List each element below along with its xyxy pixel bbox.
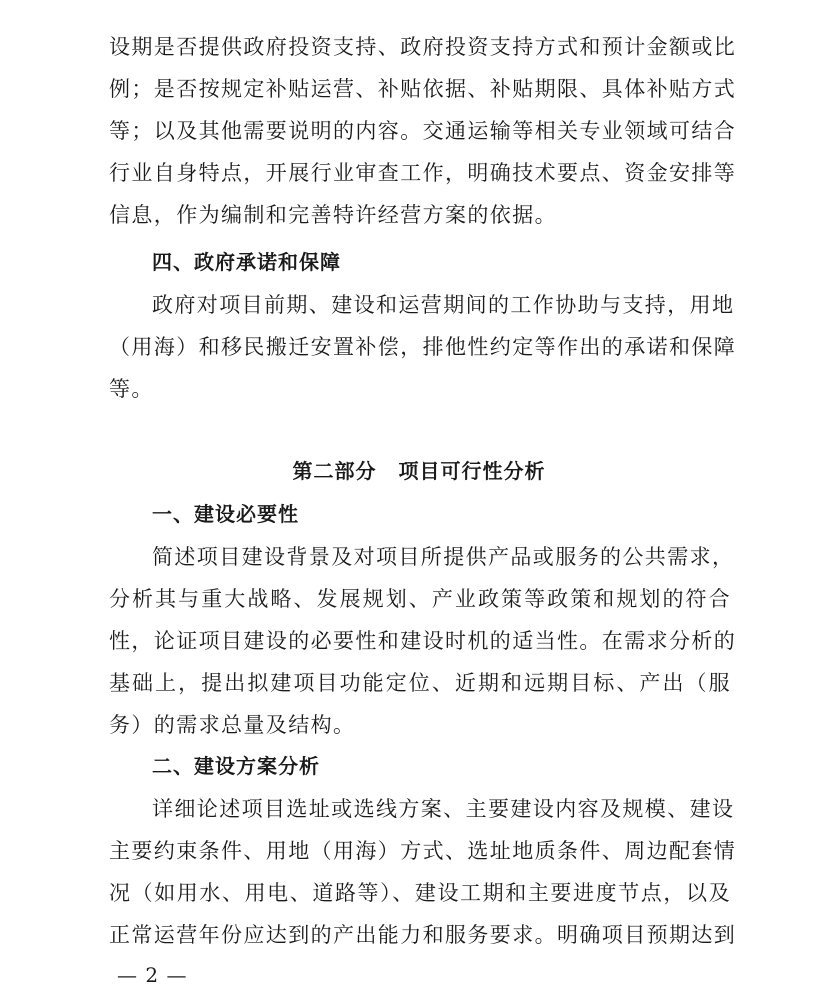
- text-line: 例；是否按规定补贴运营、补贴依据、补贴期限、具体补贴方式: [109, 77, 737, 101]
- part-title: [0, 450, 838, 492]
- text-line: 简述项目建设背景及对项目所提供产品或服务的公共需求，: [152, 545, 735, 569]
- paragraph-construction-plan: [109, 788, 737, 956]
- page-number: — 2 —: [117, 963, 188, 987]
- section-heading-construction-plan: 二、建设方案分析: [152, 754, 320, 778]
- section-heading-government-commitment: 四、政府承诺和保障: [152, 250, 341, 274]
- text-line: 设期是否提供政府投资支持、政府投资支持方式和预计金额或比: [109, 35, 737, 59]
- paragraph-necessity: [109, 536, 737, 746]
- paragraph-government-commitment: [109, 284, 737, 410]
- text-line: 信息，作为编制和完善特许经营方案的依据。: [109, 203, 557, 227]
- text-line: 性，论证项目建设的必要性和建设时机的适当性。在需求分析的: [109, 629, 737, 653]
- text-line: 分析其与重大战略、发展规划、产业政策等政策和规划的符合: [109, 587, 731, 611]
- text-line: 况（如用水、用电、道路等）、建设工期和主要进度节点，以及: [109, 881, 731, 905]
- text-line: 政府对项目前期、建设和运营期间的工作协助与支持，用地: [152, 293, 735, 317]
- part-name: 项目可行性分析: [398, 459, 546, 483]
- paragraph-investment-support: [109, 26, 737, 236]
- text-line: 基础上，提出拟建项目功能定位、近期和远期目标、产出（服: [109, 671, 731, 695]
- text-line: 行业自身特点，开展行业审查工作，明确技术要点、资金安排等: [109, 161, 737, 185]
- text-line: 等；以及其他需要说明的内容。交通运输等相关专业领域可结合: [109, 119, 737, 143]
- part-number: 第二部分: [292, 459, 377, 483]
- text-line: 正常运营年份应达到的产出能力和服务要求。明确项目预期达到: [109, 923, 737, 947]
- text-line: 务）的需求总量及结构。: [109, 713, 356, 737]
- text-line: 详细论述项目选址或选线方案、主要建设内容及规模、建设: [152, 797, 735, 821]
- text-line: 主要约束条件、用地（用海）方式、选址地质条件、周边配套情: [109, 839, 737, 863]
- section-heading-necessity: 一、建设必要性: [152, 502, 299, 526]
- text-line: （用海）和移民搬迁安置补偿，排他性约定等作出的承诺和保障: [109, 335, 737, 359]
- text-line: 等。: [109, 377, 154, 401]
